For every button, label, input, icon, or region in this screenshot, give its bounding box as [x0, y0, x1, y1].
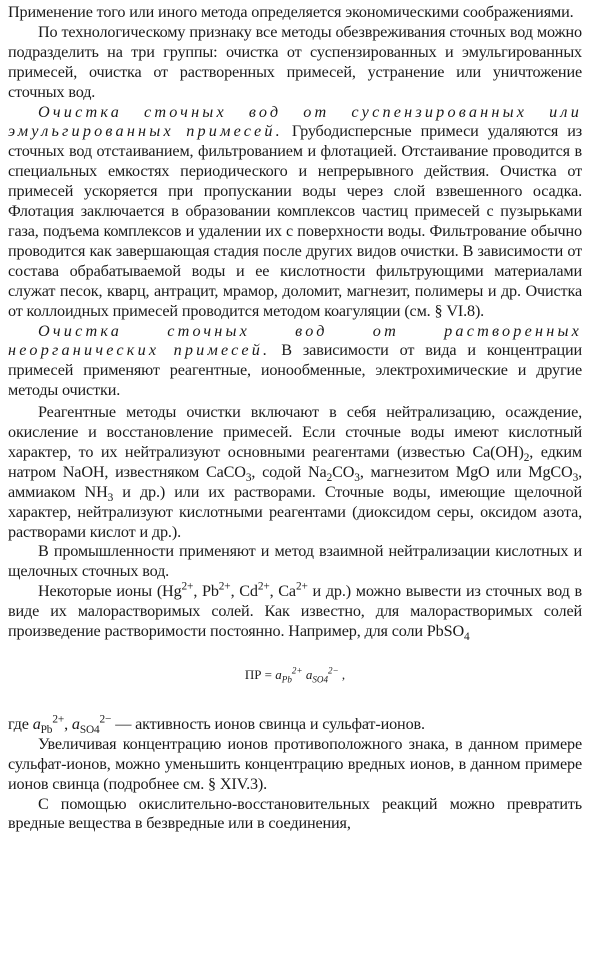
paragraph-suspended-body: Грубодисперсные примеси удаляются из сточных вод отстаиванием, фильтрованием и флотацией. Отстаивание проводится в специальных емкостях периодического и непрерывного действия. Очистка от примесей ускоряется при пропускании воды через слой взвешенного осадка. Флотация заключается в образовании комплексов частиц примесей с пузырьками газа, подъема комплексов и удалении их с поверхности воды. Фильтрование обычно проводится как завершающая стадия после других видов очистки. В зависимости от состава обрабатываемой воды и ее кислотности фильтрующими материалами служат песок, кварц, антрацит, мрамор, доломит, магнезит, полимеры и др. Очистка от коллоидных примесей проводится методом коагуляции (см. § VI.8).: [8, 122, 582, 320]
paragraph-counter-ions: Увеличивая концентрацию ионов противоположного знака, в данном примере сульфат-ионов, можно уменьшить концентрацию вредных ионов, в данном примере ионов свинца (подробнее см. § XIV.3).: [8, 734, 582, 793]
paragraph-activity-definition: где $a_{Pb}^{2+}$, $a_{SO4}^{2-}$ — активность ионов свинца и сульфат-ионов.: [8, 713, 425, 737]
section-heading-suspended: Очистка сточных вод от суспензированных или эмульгированных примесей.: [8, 102, 582, 141]
paragraph-redox: С помощью окислительно-восстановительных реакций можно превратить вредные вещества в безвредные или в соединения,: [8, 794, 582, 833]
paragraph-dissolved-impurities: [8, 322, 582, 402]
paragraph-methods-groups: По технологическому признаку все методы обезвреживания сточных вод можно подразделить на три группы: очистка от суспензированных и эмульгированных примесей, очистка от растворенных примесей, устранение или уничтожение сточных вод.: [8, 22, 582, 101]
paragraph-suspended-impurities: [8, 103, 582, 322]
solubility-product-formula: ПР = $a_{Pb}^{2+}$ $a_{SO4}^{2-}$ ,: [244, 665, 346, 685]
paragraph-economic: Применение того или иного метода определяется экономическими соображениями.: [8, 3, 574, 21]
section-heading-dissolved: Очистка сточных вод от растворенных неорганических примесей.: [8, 321, 582, 360]
paragraph-reagent-methods: Реагентные методы очистки включают в себя нейтрализацию, осаждение, окисление и восстановление примесей. Если сточные воды имеют кислотный характер, то их нейтрализуют основными реагентами (известью $Ca(OH)_2$, едким натром NaOH, известняком CaCO$_3$, содой $Na_2CO_3$, магнезитом MgO или MgCO$_3$, аммиаком $NH_3$ и др.) или их растворами. Сточные воды, имеющие щелочной характер, нейтрализуют кислотными реагентами (диоксидом серы, оксидом азота, растворами кислот и др.).: [8, 403, 582, 541]
paragraph-dissolved-body: В зависимости от вида и концентрации примесей применяют реагентные, ионообменные, электрохимические и другие методы очистки.: [8, 341, 582, 400]
paragraph-insoluble-salts: Некоторые ионы ($Hg^{2+}$, $Pb^{2+}$, $Cd^{2+}$, $Ca^{2+}$ и др.) можно вывести из сточных вод в виде их малорастворимых солей. Как известно, для малорастворимых солей произведение растворимости постоянно. Например, для соли PbSO$_4$: [8, 580, 582, 644]
paragraph-mutual-neutralization: В промышленности применяют и метод взаимной нейтрализации кислотных и щелочных сточных вод.: [8, 542, 582, 581]
